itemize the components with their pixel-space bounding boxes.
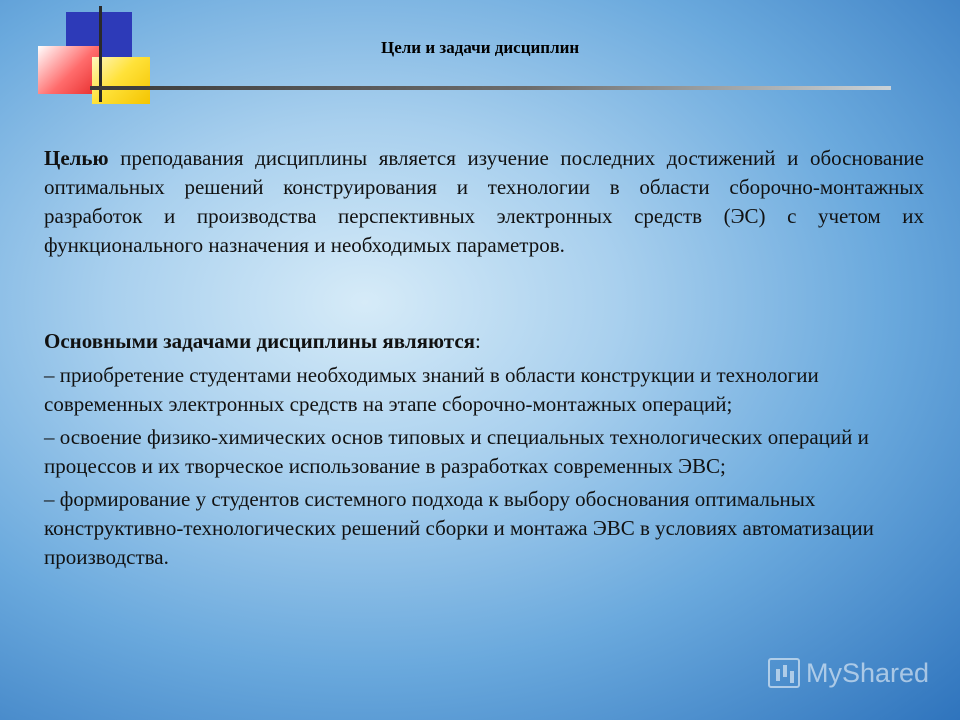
goal-paragraph <box>44 144 924 260</box>
tasks-heading: Основными задачами дисциплины являются <box>44 329 476 353</box>
bar-chart-icon <box>768 658 800 688</box>
task-item-2: – освоение физико-химических основ типовых и специальных технологических операций и процессов и их творческое использование в разработках современных ЭВС; <box>44 425 869 478</box>
watermark-text: MyShared <box>806 657 930 688</box>
task-item-1: – приобретение студентами необходимых знаний в области конструкции и технологии современных электронных средств на этапе сборочно-монтажных операций; <box>44 363 819 416</box>
task-item-3: – формирование у студентов системного подхода к выбору обоснования оптимальных конструктивно-технологических решений сборки и монтажа ЭВС в условиях автоматизации производства. <box>44 487 874 569</box>
tasks-section <box>44 327 924 576</box>
goal-lead: Целью <box>44 146 109 170</box>
slide-title: Цели и задачи дисциплин <box>381 38 580 57</box>
title-underline <box>90 86 891 90</box>
goal-text: преподавания дисциплины является изучение последних достижений и обоснование оптимальных решений конструирования и технологии в области сборочно-монтажных разработок и производства перспективных электронных средств (ЭС) с учетом их функционального назначения и необходимых параметров. <box>44 146 924 257</box>
myshared-watermark <box>768 656 929 690</box>
tasks-heading-colon: : <box>475 329 481 353</box>
tasks-heading-line <box>44 327 924 356</box>
